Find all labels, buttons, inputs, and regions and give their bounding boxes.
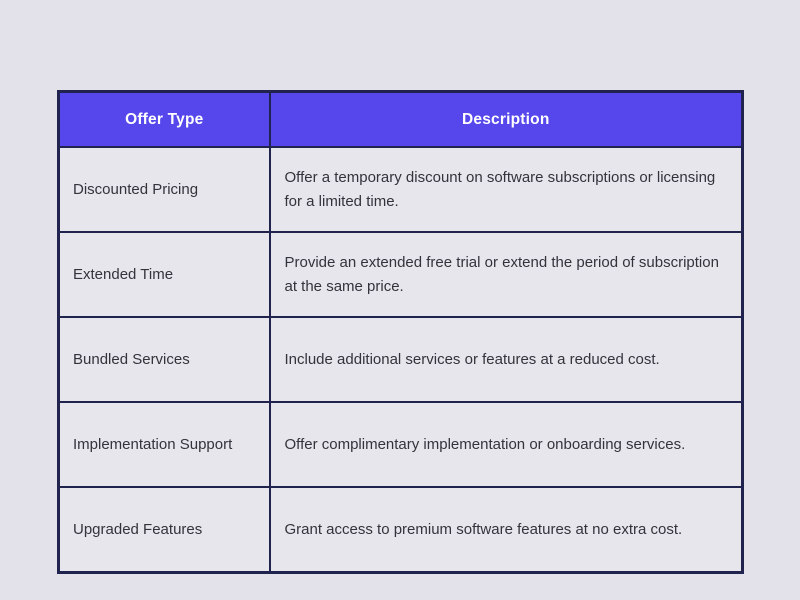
description-cell: Include additional services or features at a reduced cost. [270,317,743,402]
table-row [59,487,743,573]
offer-type-cell: Discounted Pricing [59,147,270,232]
description-cell: Offer a temporary discount on software subscriptions or licensing for a limited time. [270,147,743,232]
offer-comparison-table [57,90,744,574]
description-cell: Grant access to premium software features at no extra cost. [270,487,743,573]
offer-type-cell: Bundled Services [59,317,270,402]
offer-type-cell: Upgraded Features [59,487,270,573]
description-cell: Offer complimentary implementation or onboarding services. [270,402,743,487]
table-row [59,317,743,402]
column-header-offer-type: Offer Type [59,92,270,148]
table-row [59,402,743,487]
table-header-row [59,92,743,148]
table-row [59,147,743,232]
description-cell: Provide an extended free trial or extend the period of subscription at the same price. [270,232,743,317]
table-row [59,232,743,317]
offer-type-cell: Extended Time [59,232,270,317]
column-header-description: Description [270,92,743,148]
offer-type-cell: Implementation Support [59,402,270,487]
